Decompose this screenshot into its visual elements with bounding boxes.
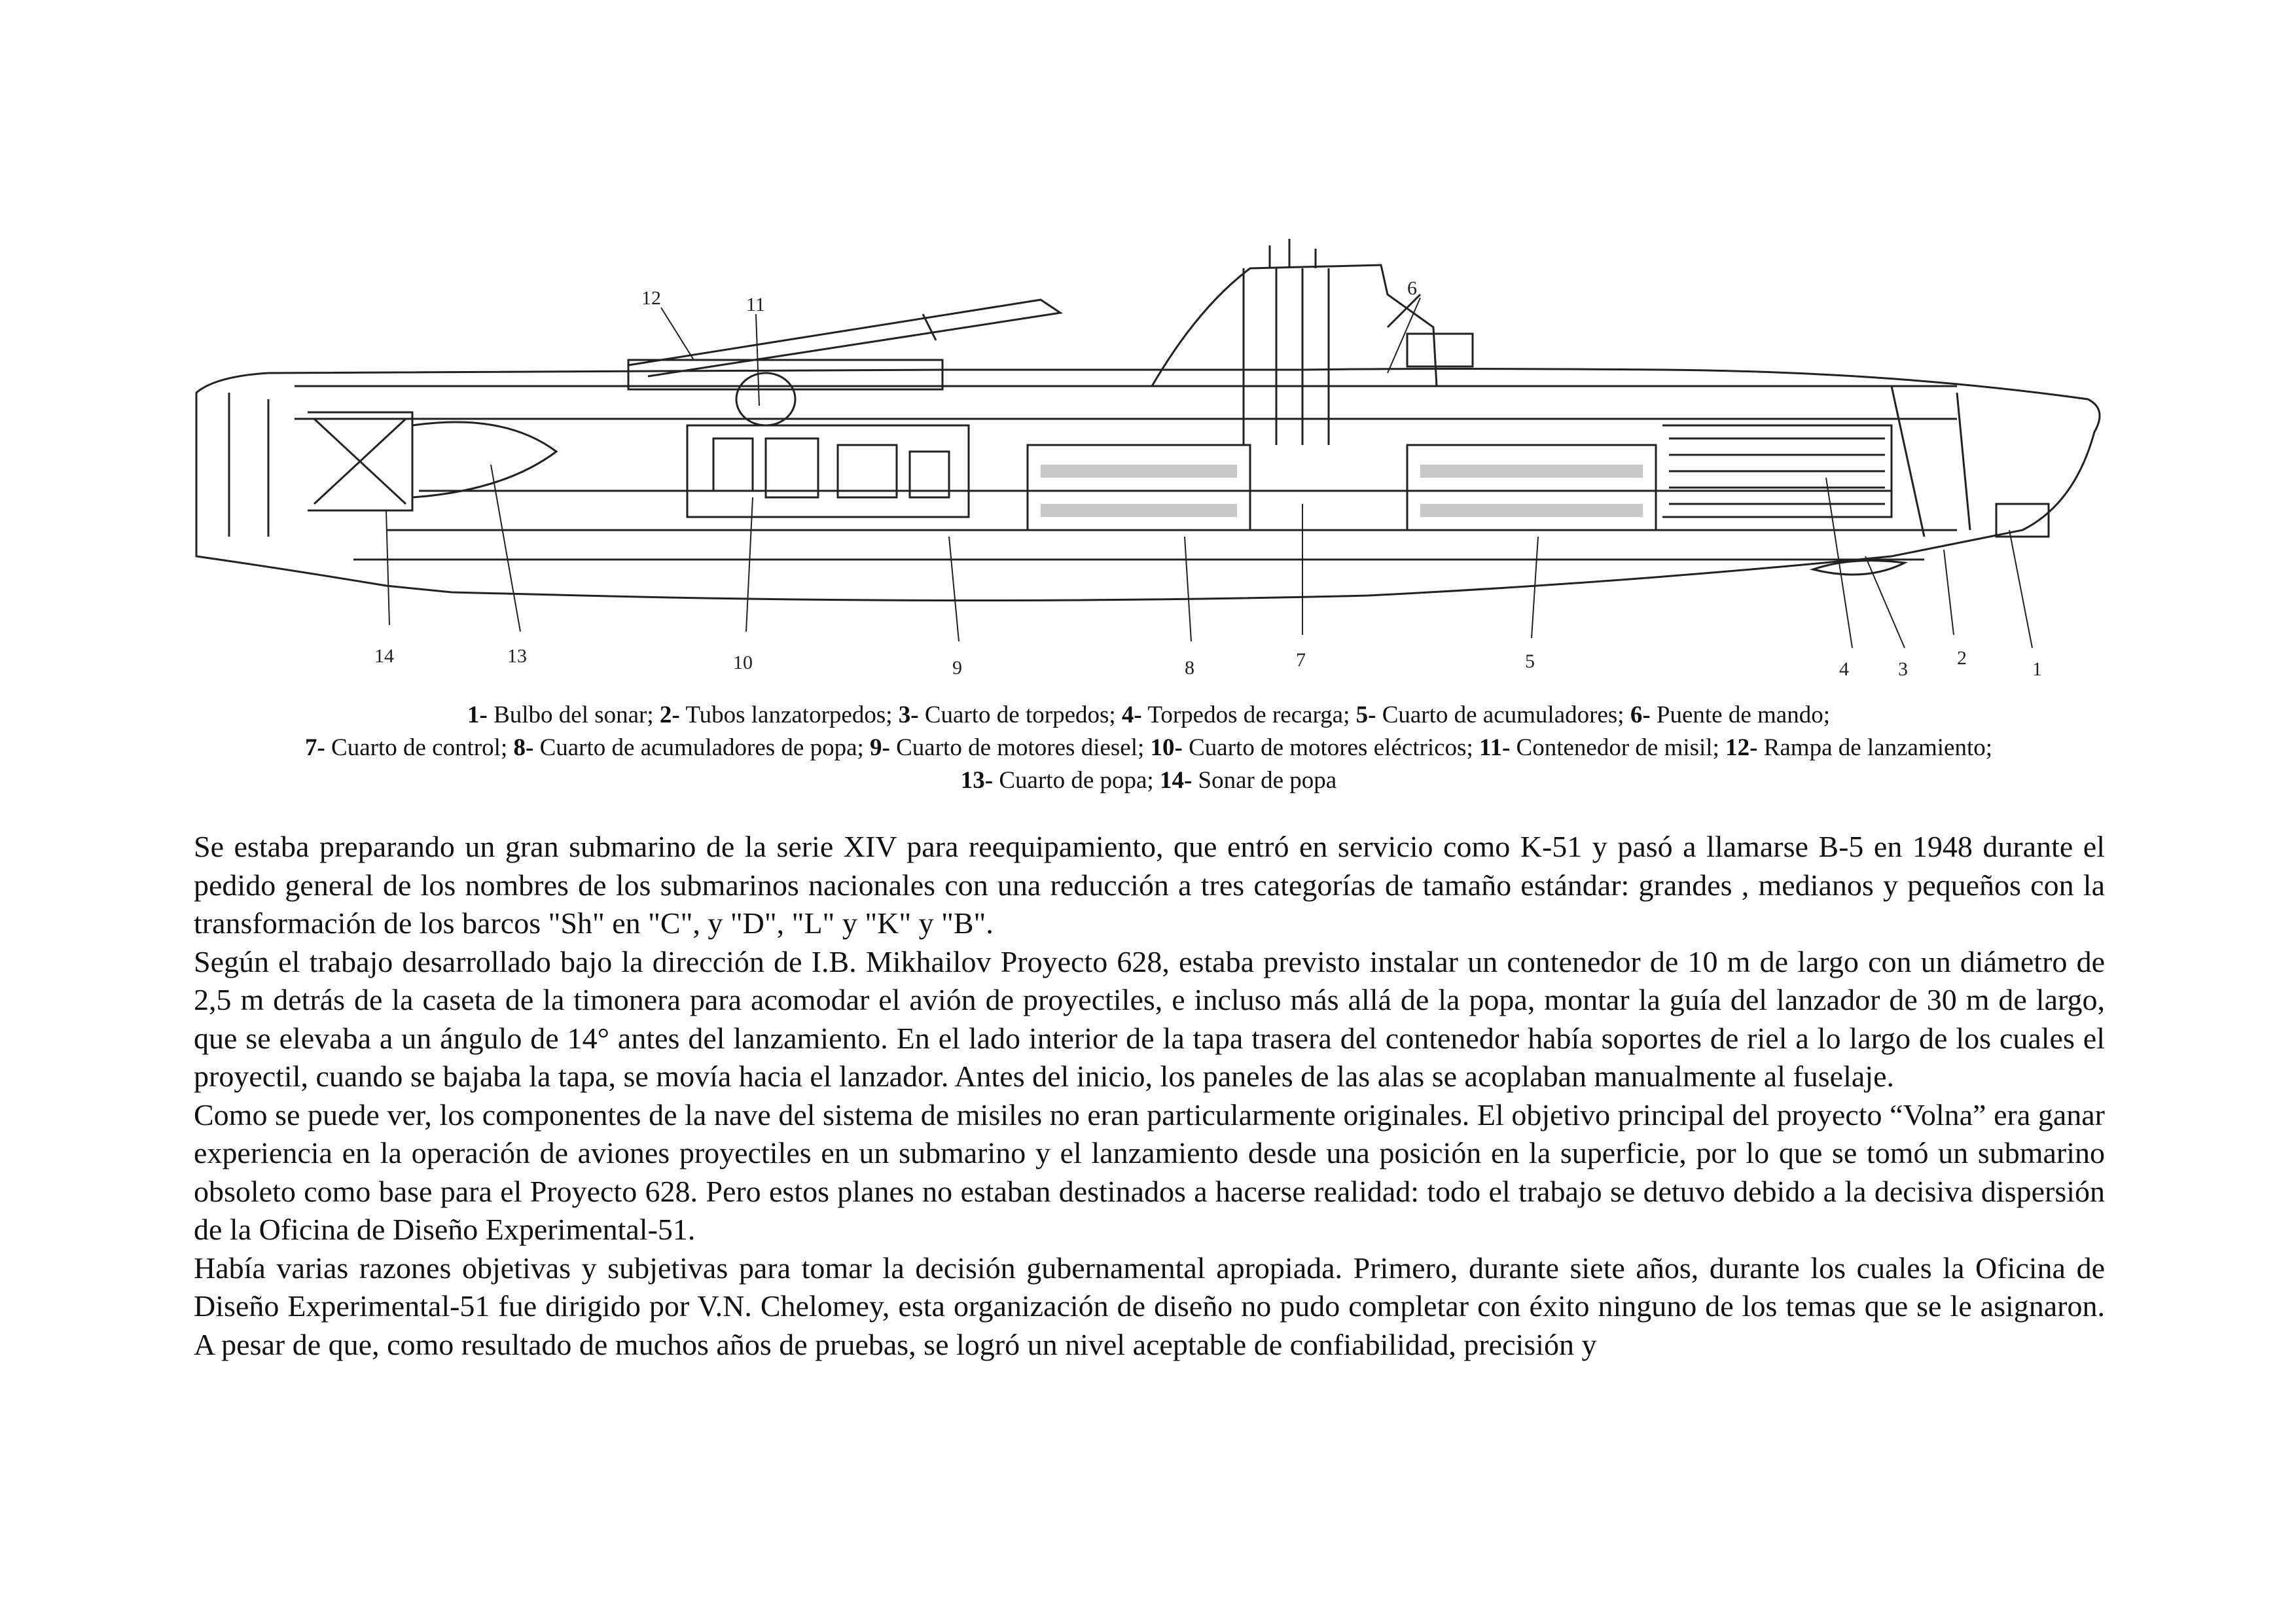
callout-11: 11 bbox=[746, 294, 765, 315]
caption-num: 1- bbox=[467, 702, 488, 728]
caption-line-3 bbox=[190, 764, 2108, 797]
callout-3: 3 bbox=[1898, 658, 1908, 680]
caption-line-2 bbox=[190, 732, 2108, 764]
caption-text: Puente de mando; bbox=[1650, 702, 1830, 728]
body-text bbox=[194, 828, 2105, 1364]
caption-text: Rampa de lanzamiento; bbox=[1757, 734, 1993, 761]
callout-7: 7 bbox=[1296, 649, 1306, 671]
figure-caption bbox=[190, 699, 2108, 797]
callout-9: 9 bbox=[952, 657, 962, 679]
callout-10: 10 bbox=[733, 652, 753, 673]
caption-text: Cuarto de acumuladores de popa; bbox=[533, 734, 870, 761]
caption-text: Tubos lanzatorpedos; bbox=[679, 702, 899, 728]
caption-num: 6- bbox=[1630, 702, 1651, 728]
callout-2: 2 bbox=[1957, 647, 1967, 669]
callout-6: 6 bbox=[1407, 277, 1417, 299]
caption-text: Cuarto de motores eléctricos; bbox=[1182, 734, 1479, 761]
callout-8: 8 bbox=[1185, 657, 1194, 679]
caption-line-1 bbox=[190, 699, 2108, 732]
callout-5: 5 bbox=[1525, 651, 1535, 672]
caption-num: 8- bbox=[513, 734, 534, 761]
paragraph: Según el trabajo desarrollado bajo la dirección de I.B. Mikhailov Proyecto 628, estaba previsto instalar un contenedor de 10 m de largo con un diámetro de 2,5 m detrás de la caseta de la timonera para acomodar el avión de proyectiles, e incluso más allá de la popa, montar la guía del lanzador de 30 m de largo, que se elevaba a un ángulo de 14° antes del lanzamiento. En el lado interior de la tapa trasera del contenedor había soportes de riel a lo largo de los cuales el proyectil, cuando se bajaba la tapa, se movía hacia el lanzador. Antes del inicio, los paneles de las alas se acoplaban manualmente al fuselaje. bbox=[194, 944, 2105, 1093]
paragraph: Se estaba preparando un gran submarino de la serie XIV para reequipamiento, que entró en servicio como K-51 y pasó a llamarse B-5 en 1948 durante el pedido general de los nombres de los submarinos nacionales con una reducción a tres categorías de tamaño estándar: grandes , medianos y pequeños con la transformación de los barcos "Sh" en "C", y "D", "L" y "K" y "B". bbox=[194, 830, 2105, 940]
callout-13: 13 bbox=[507, 645, 527, 667]
caption-num: 13- bbox=[960, 767, 994, 794]
caption-num: 5- bbox=[1355, 702, 1376, 728]
paragraph: Había varias razones objetivas y subjetivas para tomar la decisión gubernamental apropiada. Primero, durante siete años, durante los cuales la Oficina de Diseño Experimental-51 fue dirigido por V.N. Chelomey, esta organización de diseño no pudo completar con éxito ninguno de los temas que se le asignaron. A pesar de que, como resultado de muchos años de pruebas, se logró un nivel aceptable de confiabilidad, precisión y bbox=[194, 1251, 2105, 1361]
caption-num: 14- bbox=[1159, 767, 1193, 794]
caption-num: 3- bbox=[898, 702, 919, 728]
caption-text: Bulbo del sonar; bbox=[487, 702, 660, 728]
caption-text: Sonar de popa bbox=[1192, 767, 1337, 794]
paragraph: Como se puede ver, los componentes de la nave del sistema de misiles no eran particularmente originales. El objetivo principal del proyecto “Volna” era ganar experiencia en la operación de aviones proyectiles en un submarino y el lanzamiento desde una posición en la superficie, por lo que se tomó un submarino obsoleto como base para el Proyecto 628. Pero estos planes no estaban destinados a hacerse realidad: todo el trabajo se detuvo debido a la decisiva dispersión de la Oficina de Diseño Experimental-51. bbox=[194, 1097, 2105, 1246]
callout-12: 12 bbox=[641, 287, 661, 309]
caption-num: 11- bbox=[1479, 734, 1511, 761]
callout-14: 14 bbox=[374, 645, 394, 667]
caption-text: Cuarto de motores diesel; bbox=[889, 734, 1151, 761]
caption-text: Cuarto de popa; bbox=[993, 767, 1160, 794]
caption-text: Contenedor de misil; bbox=[1510, 734, 1726, 761]
caption-num: 12- bbox=[1725, 734, 1758, 761]
caption-num: 7- bbox=[304, 734, 325, 761]
caption-num: 10- bbox=[1150, 734, 1183, 761]
callout-4: 4 bbox=[1839, 658, 1849, 680]
submarine-drawing bbox=[190, 229, 2108, 697]
caption-num: 9- bbox=[870, 734, 890, 761]
caption-text: Torpedos de recarga; bbox=[1141, 702, 1356, 728]
submarine-cutaway-figure bbox=[190, 229, 2108, 697]
caption-num: 2- bbox=[659, 702, 680, 728]
caption-text: Cuarto de acumuladores; bbox=[1376, 702, 1630, 728]
callout-1: 1 bbox=[2032, 658, 2042, 680]
caption-text: Cuarto de torpedos; bbox=[918, 702, 1122, 728]
caption-text: Cuarto de control; bbox=[325, 734, 514, 761]
caption-num: 4- bbox=[1121, 702, 1142, 728]
